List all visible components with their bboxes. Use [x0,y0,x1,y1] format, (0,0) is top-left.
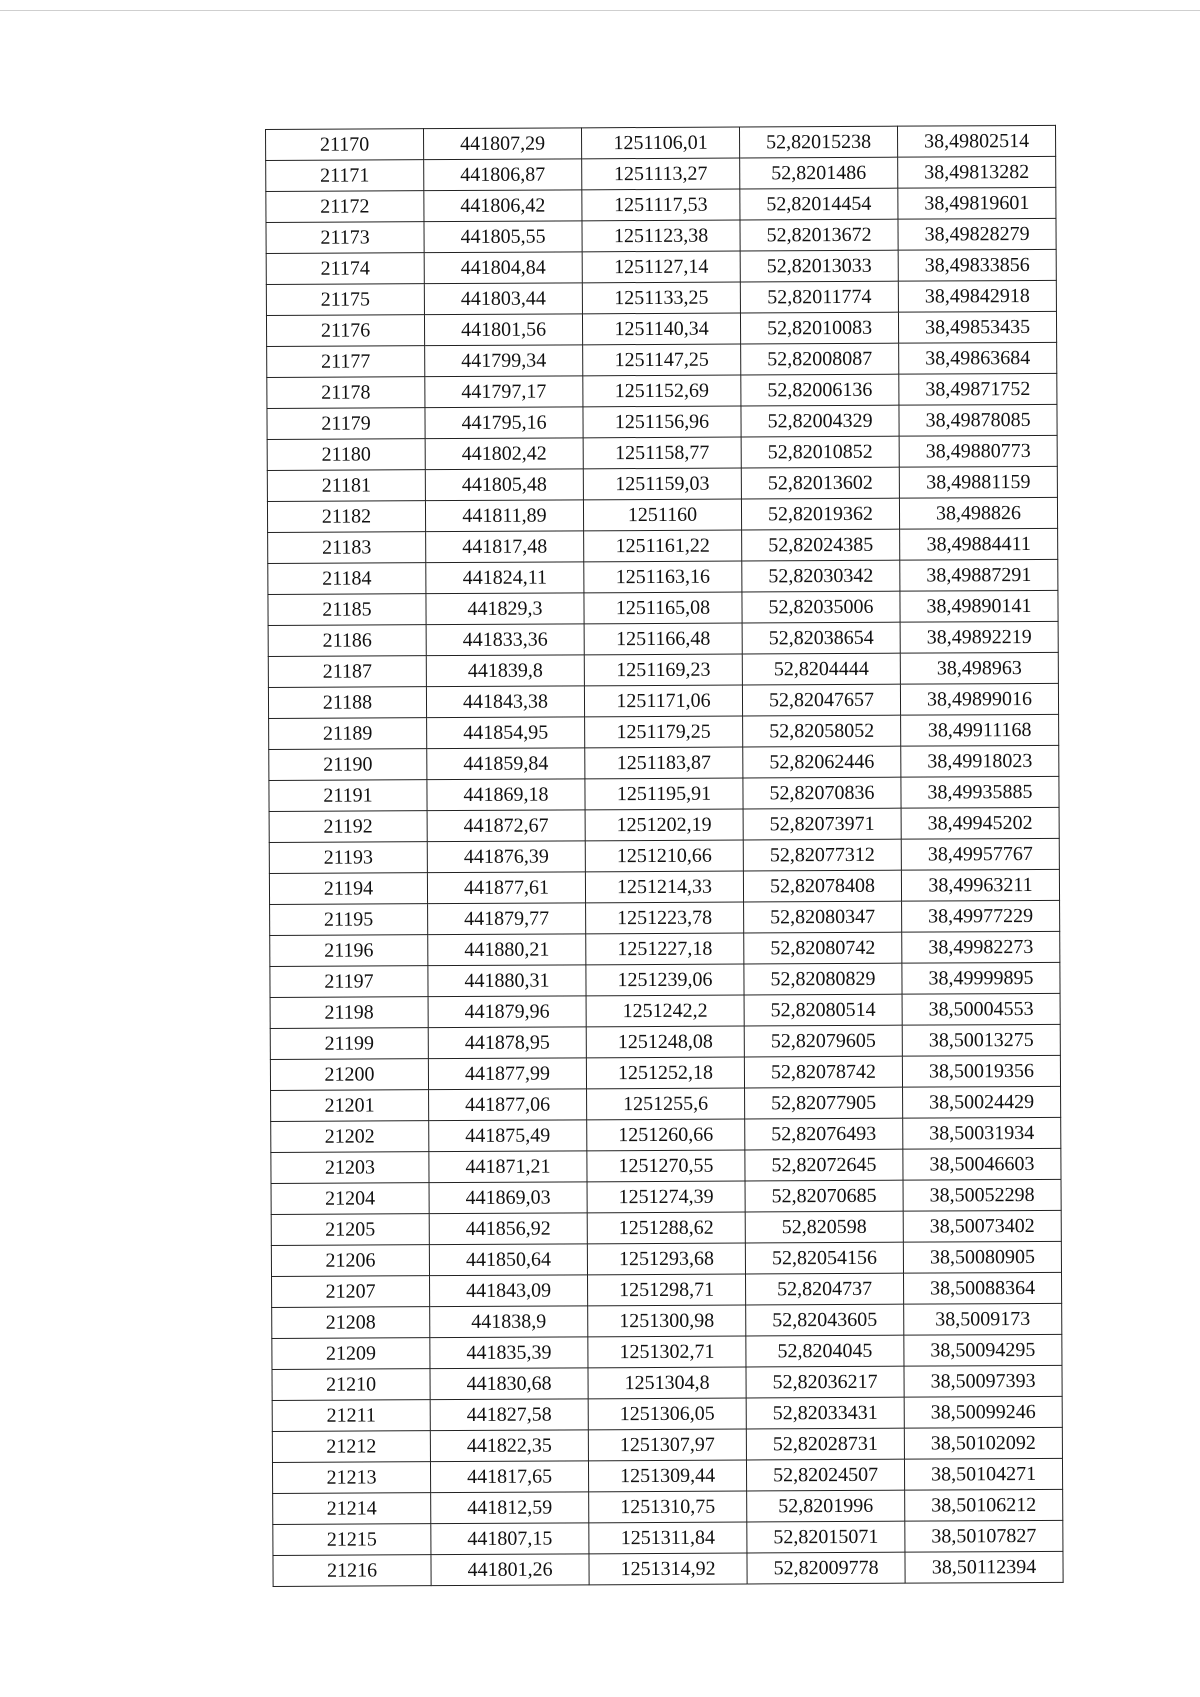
latitude-cell: 52,82054156 [745,1242,903,1274]
y-coordinate-cell: 1251179,25 [585,716,743,748]
latitude-cell: 52,82043605 [746,1304,904,1336]
longitude-cell: 38,49963211 [901,869,1059,901]
table-row [269,807,1059,842]
point-number-cell: 21182 [267,501,425,533]
longitude-cell: 38,50052298 [903,1179,1061,1211]
y-coordinate-cell: 1251310,75 [589,1491,747,1523]
x-coordinate-cell: 441839,8 [426,655,584,687]
point-number-cell: 21200 [270,1059,428,1091]
x-coordinate-cell: 441795,16 [425,407,583,439]
latitude-cell: 52,82077312 [743,839,901,871]
latitude-cell: 52,82015071 [747,1521,905,1553]
y-coordinate-cell: 1251302,71 [588,1336,746,1368]
y-coordinate-cell: 1251165,08 [584,592,742,624]
longitude-cell: 38,50094295 [904,1334,1062,1366]
y-coordinate-cell: 1251159,03 [583,468,741,500]
latitude-cell: 52,82073971 [743,808,901,840]
longitude-cell: 38,49881159 [899,466,1057,498]
point-number-cell: 21193 [269,842,427,874]
latitude-cell: 52,8204045 [746,1335,904,1367]
table-row [266,187,1056,222]
latitude-cell: 52,82080742 [744,932,902,964]
x-coordinate-cell: 441879,77 [428,903,586,935]
point-number-cell: 21205 [271,1214,429,1246]
table-row [267,404,1057,439]
point-number-cell: 21187 [268,656,426,688]
latitude-cell: 52,82070685 [745,1180,903,1212]
table-row [268,590,1058,625]
longitude-cell: 38,50099246 [904,1396,1062,1428]
latitude-cell: 52,82024507 [746,1459,904,1491]
x-coordinate-cell: 441807,15 [431,1523,589,1555]
table-row [267,342,1057,377]
x-coordinate-cell: 441799,34 [425,345,583,377]
x-coordinate-cell: 441877,99 [428,1058,586,1090]
longitude-cell: 38,49863684 [899,342,1057,374]
table-row [271,1241,1061,1276]
point-number-cell: 21177 [267,346,425,378]
longitude-cell: 38,5009173 [904,1303,1062,1335]
table-row [269,745,1059,780]
x-coordinate-cell: 441805,55 [424,221,582,253]
longitude-cell: 38,49899016 [900,683,1058,715]
y-coordinate-cell: 1251113,27 [582,158,740,190]
x-coordinate-cell: 441811,89 [425,500,583,532]
x-coordinate-cell: 441801,56 [424,314,582,346]
point-number-cell: 21195 [270,904,428,936]
x-coordinate-cell: 441869,18 [427,779,585,811]
y-coordinate-cell: 1251163,16 [584,561,742,593]
latitude-cell: 52,82035006 [742,591,900,623]
y-coordinate-cell: 1251288,62 [587,1212,745,1244]
x-coordinate-cell: 441805,48 [425,469,583,501]
point-number-cell: 21180 [267,439,425,471]
point-number-cell: 21201 [271,1090,429,1122]
point-number-cell: 21209 [272,1338,430,1370]
y-coordinate-cell: 1251161,22 [584,530,742,562]
longitude-cell: 38,49884411 [900,528,1058,560]
point-number-cell: 21213 [272,1462,430,1494]
y-coordinate-cell: 1251239,06 [586,964,744,996]
longitude-cell: 38,49892219 [900,621,1058,653]
table-row [272,1427,1062,1462]
latitude-cell: 52,82078408 [743,870,901,902]
x-coordinate-cell: 441817,48 [426,531,584,563]
longitude-cell: 38,49819601 [898,187,1056,219]
longitude-cell: 38,49911168 [901,714,1059,746]
longitude-cell: 38,50097393 [904,1365,1062,1397]
x-coordinate-cell: 441807,29 [424,128,582,160]
x-coordinate-cell: 441854,95 [427,717,585,749]
table-row [266,280,1056,315]
longitude-cell: 38,50013275 [902,1024,1060,1056]
longitude-cell: 38,49977229 [902,900,1060,932]
y-coordinate-cell: 1251140,34 [582,313,740,345]
table-row [270,931,1060,966]
table-row [270,1055,1060,1090]
latitude-cell: 52,82024385 [742,529,900,561]
table-row [273,1489,1063,1524]
x-coordinate-cell: 441850,64 [429,1244,587,1276]
y-coordinate-cell: 1251147,25 [583,344,741,376]
longitude-cell: 38,49813282 [898,156,1056,188]
longitude-cell: 38,50107827 [905,1520,1063,1552]
table-row [269,776,1059,811]
x-coordinate-cell: 441835,39 [430,1337,588,1369]
latitude-cell: 52,8204737 [746,1273,904,1305]
point-number-cell: 21186 [268,625,426,657]
x-coordinate-cell: 441843,38 [426,686,584,718]
longitude-cell: 38,50019356 [902,1055,1060,1087]
table-row [272,1458,1062,1493]
longitude-cell: 38,49887291 [900,559,1058,591]
longitude-cell: 38,50080905 [903,1241,1061,1273]
point-number-cell: 21208 [272,1307,430,1339]
latitude-cell: 52,82009778 [747,1552,905,1584]
table-row [268,559,1058,594]
table-row [272,1334,1062,1369]
table-row [272,1303,1062,1338]
y-coordinate-cell: 1251156,96 [583,406,741,438]
y-coordinate-cell: 1251307,97 [588,1429,746,1461]
latitude-cell: 52,82080347 [744,901,902,933]
x-coordinate-cell: 441880,21 [428,934,586,966]
latitude-cell: 52,82011774 [740,281,898,313]
longitude-cell: 38,49880773 [899,435,1057,467]
table-row [271,1148,1061,1183]
point-number-cell: 21210 [272,1369,430,1401]
latitude-cell: 52,82070836 [743,777,901,809]
table-row [266,311,1056,346]
latitude-cell: 52,82076493 [745,1118,903,1150]
longitude-cell: 38,50024429 [903,1086,1061,1118]
x-coordinate-cell: 441829,3 [426,593,584,625]
y-coordinate-cell: 1251169,23 [584,654,742,686]
y-coordinate-cell: 1251242,2 [586,995,744,1027]
x-coordinate-cell: 441872,67 [427,810,585,842]
point-number-cell: 21170 [266,129,424,161]
y-coordinate-cell: 1251210,66 [585,840,743,872]
point-number-cell: 21172 [266,191,424,223]
longitude-cell: 38,49833856 [898,249,1056,281]
y-coordinate-cell: 1251195,91 [585,778,743,810]
latitude-cell: 52,82080829 [744,963,902,995]
y-coordinate-cell: 1251311,84 [589,1522,747,1554]
y-coordinate-cell: 1251171,06 [584,685,742,717]
x-coordinate-cell: 441797,17 [425,376,583,408]
y-coordinate-cell: 1251214,33 [585,871,743,903]
table-row [266,156,1056,191]
y-coordinate-cell: 1251158,77 [583,437,741,469]
latitude-cell: 52,8204444 [742,653,900,685]
latitude-cell: 52,82004329 [741,405,899,437]
longitude-cell: 38,49853435 [898,311,1056,343]
y-coordinate-cell: 1251223,78 [586,902,744,934]
x-coordinate-cell: 441875,49 [429,1120,587,1152]
longitude-cell: 38,49890141 [900,590,1058,622]
y-coordinate-cell: 1251160 [583,499,741,531]
latitude-cell: 52,82033431 [746,1397,904,1429]
latitude-cell: 52,82015238 [739,126,897,158]
x-coordinate-cell: 441856,92 [429,1213,587,1245]
table-row [271,1210,1061,1245]
y-coordinate-cell: 1251106,01 [581,127,739,159]
latitude-cell: 52,82030342 [742,560,900,592]
y-coordinate-cell: 1251152,69 [583,375,741,407]
point-number-cell: 21194 [269,873,427,905]
longitude-cell: 38,49828279 [898,218,1056,250]
table-row [268,652,1058,687]
y-coordinate-cell: 1251252,18 [586,1057,744,1089]
point-number-cell: 21216 [273,1555,431,1587]
y-coordinate-cell: 1251117,53 [582,189,740,221]
latitude-cell: 52,82072645 [745,1149,903,1181]
table-row [270,900,1060,935]
latitude-cell: 52,82047657 [742,684,900,716]
y-coordinate-cell: 1251298,71 [588,1274,746,1306]
point-number-cell: 21196 [270,935,428,967]
longitude-cell: 38,49999895 [902,962,1060,994]
point-number-cell: 21176 [266,315,424,347]
point-number-cell: 21212 [272,1431,430,1463]
latitude-cell: 52,82079605 [744,1025,902,1057]
table-row [270,1024,1060,1059]
longitude-cell: 38,498963 [900,652,1058,684]
x-coordinate-cell: 441877,61 [427,872,585,904]
x-coordinate-cell: 441817,65 [430,1461,588,1493]
x-coordinate-cell: 441879,96 [428,996,586,1028]
latitude-cell: 52,82062446 [743,746,901,778]
latitude-cell: 52,82077905 [745,1087,903,1119]
point-number-cell: 21183 [268,532,426,564]
longitude-cell: 38,50046603 [903,1148,1061,1180]
latitude-cell: 52,82010083 [740,312,898,344]
point-number-cell: 21173 [266,222,424,254]
point-number-cell: 21189 [269,718,427,750]
table-row [272,1272,1062,1307]
point-number-cell: 21204 [271,1183,429,1215]
y-coordinate-cell: 1251227,18 [586,933,744,965]
point-number-cell: 21179 [267,408,425,440]
y-coordinate-cell: 1251270,55 [587,1150,745,1182]
y-coordinate-cell: 1251183,87 [585,747,743,779]
longitude-cell: 38,498826 [899,497,1057,529]
longitude-cell: 38,50106212 [905,1489,1063,1521]
x-coordinate-cell: 441822,35 [430,1430,588,1462]
coordinates-table-body [266,125,1064,1586]
y-coordinate-cell: 1251309,44 [588,1460,746,1492]
x-coordinate-cell: 441806,42 [424,190,582,222]
latitude-cell: 52,82013602 [741,467,899,499]
y-coordinate-cell: 1251274,39 [587,1181,745,1213]
x-coordinate-cell: 441804,84 [424,252,582,284]
x-coordinate-cell: 441877,06 [429,1089,587,1121]
x-coordinate-cell: 441830,68 [430,1368,588,1400]
longitude-cell: 38,49957767 [901,838,1059,870]
x-coordinate-cell: 441876,39 [427,841,585,873]
latitude-cell: 52,820598 [745,1211,903,1243]
latitude-cell: 52,8201486 [740,157,898,189]
latitude-cell: 52,82036217 [746,1366,904,1398]
point-number-cell: 21184 [268,563,426,595]
longitude-cell: 38,50112394 [905,1551,1063,1583]
longitude-cell: 38,49935885 [901,776,1059,808]
point-number-cell: 21207 [272,1276,430,1308]
table-row [268,683,1058,718]
latitude-cell: 52,82006136 [741,374,899,406]
x-coordinate-cell: 441869,03 [429,1182,587,1214]
point-number-cell: 21197 [270,966,428,998]
latitude-cell: 52,82078742 [744,1056,902,1088]
latitude-cell: 52,82028731 [746,1428,904,1460]
point-number-cell: 21174 [266,253,424,285]
x-coordinate-cell: 441827,58 [430,1399,588,1431]
x-coordinate-cell: 441843,09 [430,1275,588,1307]
x-coordinate-cell: 441806,87 [424,159,582,191]
table-row [271,1086,1061,1121]
longitude-cell: 38,50104271 [904,1458,1062,1490]
latitude-cell: 52,82080514 [744,994,902,1026]
coordinates-table [265,125,1064,1587]
table-row [270,962,1060,997]
longitude-cell: 38,50088364 [903,1272,1061,1304]
latitude-cell: 52,8201996 [747,1490,905,1522]
point-number-cell: 21171 [266,160,424,192]
table-row [266,249,1056,284]
longitude-cell: 38,49945202 [901,807,1059,839]
y-coordinate-cell: 1251304,8 [588,1367,746,1399]
x-coordinate-cell: 441802,42 [425,438,583,470]
y-coordinate-cell: 1251314,92 [589,1553,747,1585]
latitude-cell: 52,82019362 [741,498,899,530]
longitude-cell: 38,50073402 [903,1210,1061,1242]
x-coordinate-cell: 441801,26 [431,1554,589,1586]
point-number-cell: 21206 [271,1245,429,1277]
scan-top-edge-line [0,10,1200,11]
x-coordinate-cell: 441838,9 [430,1306,588,1338]
x-coordinate-cell: 441824,11 [426,562,584,594]
latitude-cell: 52,82038654 [742,622,900,654]
point-number-cell: 21199 [270,1028,428,1060]
table-row [271,1179,1061,1214]
x-coordinate-cell: 441812,59 [431,1492,589,1524]
table-row [268,621,1058,656]
latitude-cell: 52,82058052 [743,715,901,747]
table-row [267,435,1057,470]
table-row [269,869,1059,904]
point-number-cell: 21178 [267,377,425,409]
table-row [271,1117,1061,1152]
point-number-cell: 21214 [273,1493,431,1525]
table-row [270,993,1060,1028]
y-coordinate-cell: 1251255,6 [587,1088,745,1120]
y-coordinate-cell: 1251127,14 [582,251,740,283]
point-number-cell: 21181 [267,470,425,502]
x-coordinate-cell: 441878,95 [428,1027,586,1059]
point-number-cell: 21202 [271,1121,429,1153]
y-coordinate-cell: 1251293,68 [587,1243,745,1275]
x-coordinate-cell: 441803,44 [424,283,582,315]
table-row [266,218,1056,253]
point-number-cell: 21215 [273,1524,431,1556]
point-number-cell: 21188 [268,687,426,719]
table-row [267,373,1057,408]
longitude-cell: 38,49871752 [899,373,1057,405]
x-coordinate-cell: 441859,84 [427,748,585,780]
latitude-cell: 52,82010852 [741,436,899,468]
x-coordinate-cell: 441871,21 [429,1151,587,1183]
y-coordinate-cell: 1251306,05 [588,1398,746,1430]
longitude-cell: 38,49918023 [901,745,1059,777]
y-coordinate-cell: 1251123,38 [582,220,740,252]
point-number-cell: 21198 [270,997,428,1029]
longitude-cell: 38,50004553 [902,993,1060,1025]
y-coordinate-cell: 1251202,19 [585,809,743,841]
table-row [272,1396,1062,1431]
table-row [266,125,1056,160]
longitude-cell: 38,50102092 [904,1427,1062,1459]
latitude-cell: 52,82008087 [741,343,899,375]
latitude-cell: 52,82014454 [740,188,898,220]
longitude-cell: 38,49842918 [898,280,1056,312]
longitude-cell: 38,49982273 [902,931,1060,963]
x-coordinate-cell: 441880,31 [428,965,586,997]
point-number-cell: 21191 [269,780,427,812]
point-number-cell: 21211 [272,1400,430,1432]
longitude-cell: 38,49802514 [897,125,1055,157]
y-coordinate-cell: 1251300,98 [588,1305,746,1337]
point-number-cell: 21203 [271,1152,429,1184]
table-row [273,1520,1063,1555]
table-row [268,528,1058,563]
latitude-cell: 52,82013033 [740,250,898,282]
table-row [267,466,1057,501]
table-row [269,714,1059,749]
table-row [273,1551,1063,1586]
y-coordinate-cell: 1251248,08 [586,1026,744,1058]
table-row [267,497,1057,532]
table-row [272,1365,1062,1400]
y-coordinate-cell: 1251133,25 [582,282,740,314]
x-coordinate-cell: 441833,36 [426,624,584,656]
table-row [269,838,1059,873]
longitude-cell: 38,50031934 [903,1117,1061,1149]
point-number-cell: 21190 [269,749,427,781]
y-coordinate-cell: 1251166,48 [584,623,742,655]
point-number-cell: 21185 [268,594,426,626]
point-number-cell: 21175 [266,284,424,316]
longitude-cell: 38,49878085 [899,404,1057,436]
point-number-cell: 21192 [269,811,427,843]
y-coordinate-cell: 1251260,66 [587,1119,745,1151]
latitude-cell: 52,82013672 [740,219,898,251]
